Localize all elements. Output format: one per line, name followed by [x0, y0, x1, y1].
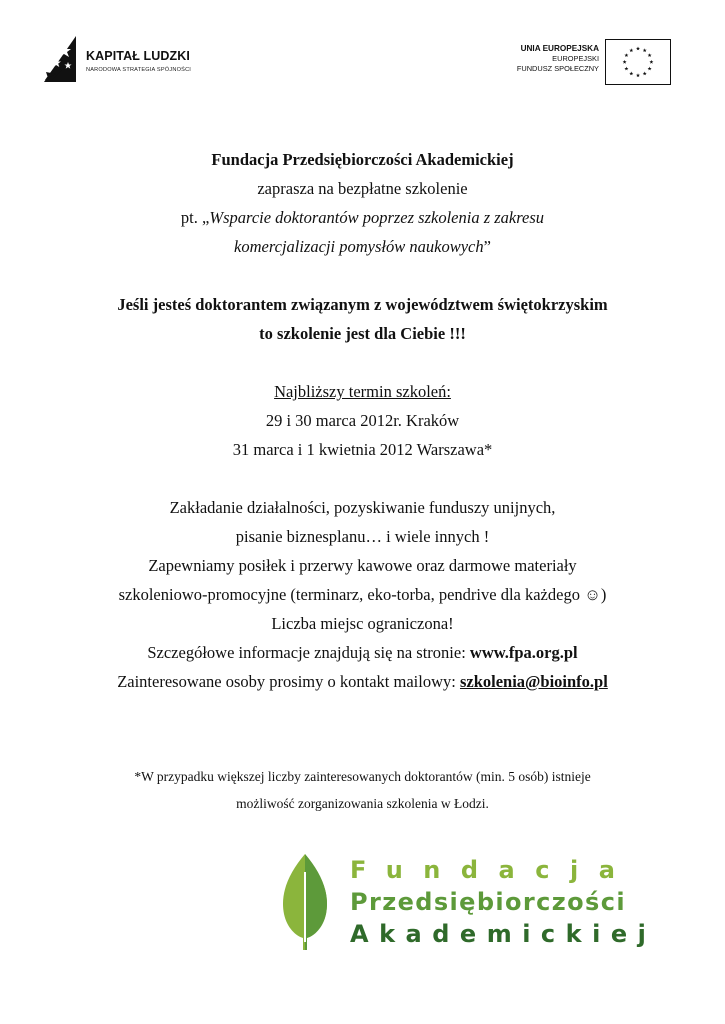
- info-text: Szczegółowe informacje znajdują się na stronie:: [147, 643, 470, 662]
- eu-star-icon: [636, 47, 640, 51]
- schedule-heading-line: [0, 377, 725, 406]
- website-link[interactable]: www.fpa.org.pl: [469, 643, 578, 662]
- eu-star-icon: [629, 71, 633, 75]
- info-line: [0, 638, 725, 667]
- fpa-logo-word1: Fundacja: [350, 856, 636, 884]
- invite-text: zaprasza na bezpłatne szkolenie: [257, 179, 468, 198]
- eu-star-icon: [629, 48, 633, 52]
- eu-stars-flag-icon: [605, 39, 671, 85]
- kapital-ludzki-star-icon: [42, 34, 78, 84]
- fpa-logo-word3: Akademickiej: [350, 920, 657, 948]
- eu-star-icon: [649, 60, 653, 64]
- footnote-line1: *W przypadku większej liczby zainteresowanych doktorantów (min. 5 osób) istnieje: [134, 769, 591, 784]
- details-line2: pisanie biznesplanu… i wiele innych !: [235, 527, 490, 546]
- kapital-ludzki-logo: [42, 34, 212, 86]
- email-link[interactable]: szkolenia@bioinfo.pl: [459, 672, 608, 691]
- fpa-logo: [278, 852, 673, 952]
- footnote-line2: możliwość zorganizowania szkolenia w Łodzi.: [236, 796, 489, 811]
- training-title-line1: [0, 203, 725, 232]
- leaf-icon: [278, 852, 332, 952]
- fpa-logo-word2: Przedsiębiorczości: [350, 888, 626, 916]
- target-line2: to szkolenie jest dla Ciebie !!!: [259, 324, 466, 343]
- schedule-heading: Najbliższy termin szkoleń:: [274, 382, 451, 401]
- details-line1: Zakładanie działalności, pozyskiwanie funduszy unijnych,: [169, 498, 556, 517]
- eu-logo-line3: FUNDUSZ SPOŁECZNY: [516, 64, 599, 73]
- eu-star-icon: [623, 60, 627, 64]
- details-line5: Liczba miejsc ograniczona!: [271, 614, 454, 633]
- training-title-part2: komercjalizacji pomysłów naukowych: [234, 237, 484, 256]
- kapital-ludzki-title: KAPITAŁ LUDZKI: [86, 49, 190, 63]
- schedule-date-1: 29 i 30 marca 2012r. Kraków: [265, 411, 460, 430]
- eu-logo-line1: UNIA EUROPEJSKA: [520, 44, 599, 53]
- eu-star-icon: [648, 67, 652, 71]
- eu-logo: [495, 39, 671, 89]
- announcement-body: [0, 145, 725, 696]
- target-line1: Jeśli jesteś doktorantem związanym z województwem świętokrzyskim: [117, 295, 608, 314]
- eu-logo-text: [517, 43, 599, 74]
- schedule-date-2: 31 marca i 1 kwietnia 2012 Warszawa*: [232, 440, 493, 459]
- eu-star-icon: [636, 73, 640, 77]
- training-title-suffix: ”: [483, 237, 491, 256]
- eu-star-icon: [643, 48, 647, 52]
- eu-star-icon: [624, 67, 628, 71]
- eu-star-icon: [624, 53, 628, 57]
- organizer-name: Fundacja Przedsiębiorczości Akademickiej: [211, 150, 514, 169]
- footnote: [0, 763, 725, 817]
- contact-line: [0, 667, 725, 696]
- training-title-prefix: pt. „: [180, 208, 210, 227]
- training-title-part1: Wsparcie doktorantów poprzez szkolenia z zakresu: [209, 208, 545, 227]
- kapital-ludzki-subtitle: NARODOWA STRATEGIA SPÓJNOŚCI: [86, 67, 192, 73]
- eu-logo-line2: EUROPEJSKI: [552, 54, 599, 63]
- eu-star-icon: [643, 71, 647, 75]
- details-line4: szkoleniowo-promocyjne (terminarz, eko-torba, pendrive dla każdego ☺): [118, 585, 607, 604]
- eu-star-icon: [648, 53, 652, 57]
- details-line3: Zapewniamy posiłek i przerwy kawowe oraz darmowe materiały: [148, 556, 577, 575]
- contact-text: Zainteresowane osoby prosimy o kontakt mailowy:: [117, 672, 460, 691]
- training-title-line2: [0, 232, 725, 261]
